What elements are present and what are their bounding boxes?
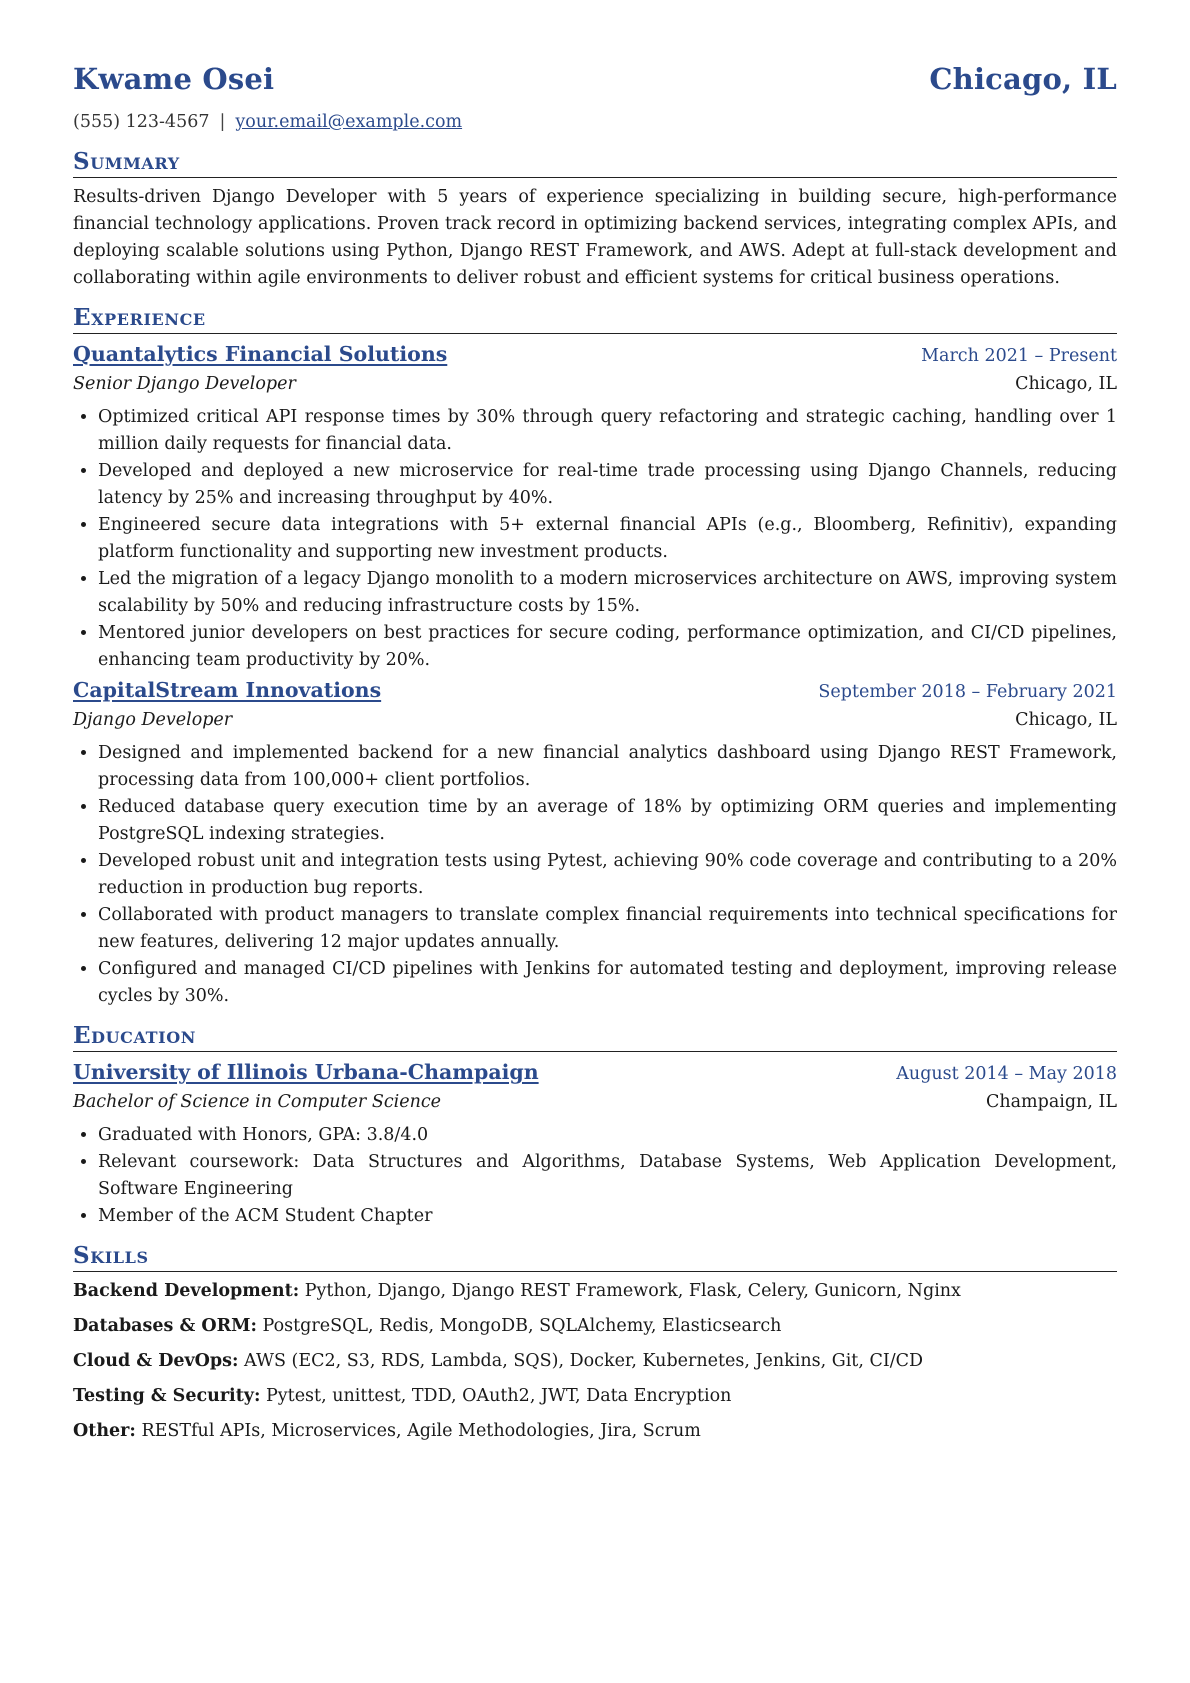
skill-row [73,1383,1117,1410]
skill-category: Databases & ORM: [73,1316,257,1336]
education-entry [73,1058,1117,1230]
resume-header [73,62,1117,102]
candidate-location: Chicago, IL [929,62,1117,96]
skill-category: Cloud & DevOps: [73,1351,239,1371]
achievement-item: • Configured and managed CI/CD pipelines with Jenkins for automated testing and deployment, improving release cycles by 30%. [98,956,1117,1010]
phone-number: (555) 123-4567 [73,112,210,132]
skill-items: Python, Django, Django REST Framework, Flask, Celery, Gunicorn, Nginx [304,1281,961,1301]
summary-section [73,148,1117,292]
achievement-item: • Developed robust unit and integration tests using Pytest, achieving 90% code coverage and contributing to a 20% reduction in production bug reports. [98,848,1117,902]
achievement-item: • Engineered secure data integrations with 5+ external financial APIs (e.g., Bloomberg, Refinitiv), expanding platform functionality and supporting new investment products. [98,512,1117,566]
skill-items: AWS (EC2, S3, RDS, Lambda, SQS), Docker, Kubernetes, Jenkins, Git, CI/CD [244,1351,924,1371]
section-title-experience: Experience [73,304,1117,334]
job-title: Senior Django Developer [73,374,296,394]
school-location: Champaign, IL [985,1092,1117,1112]
candidate-name: Kwame Osei [73,62,275,96]
skills-list [73,1278,1117,1445]
skill-row [73,1313,1117,1340]
achievement-item: • Optimized critical API response times by 30% through query refactoring and strategic caching, handling over 1 million daily requests for financial data. [98,404,1117,458]
skill-category: Other: [73,1421,136,1441]
achievement-list [73,404,1117,674]
degree-title: Bachelor of Science in Computer Science [73,1092,442,1112]
education-detail-list [73,1122,1117,1230]
job-location: Chicago, IL [1015,710,1117,730]
contact-separator: | [219,112,226,132]
job-location: Chicago, IL [1015,374,1117,394]
achievement-item: • Reduced database query execution time by an average of 18% by optimizing ORM queries and implementing PostgreSQL indexing strategies. [98,794,1117,848]
education-dates: August 2014 – May 2018 [896,1064,1117,1084]
employer-name: Quantalytics Financial Solutions [73,342,448,366]
skill-row [73,1348,1117,1375]
email-link[interactable]: your.email@example.com [235,112,463,132]
section-title-summary: Summary [73,148,1117,178]
employer-name: CapitalStream Innovations [73,678,382,702]
section-title-education: Education [73,1022,1117,1052]
achievement-list [73,740,1117,1010]
skill-items: PostgreSQL, Redis, MongoDB, SQLAlchemy, Elasticsearch [262,1316,782,1336]
education-section [73,1022,1117,1230]
skill-items: Pytest, unittest, TDD, OAuth2, JWT, Data Encryption [266,1386,732,1406]
education-detail-item: • Graduated with Honors, GPA: 3.8/4.0 [98,1122,1117,1149]
skill-items: RESTful APIs, Microservices, Agile Methodologies, Jira, Scrum [141,1421,701,1441]
school-name: University of Illinois Urbana-Champaign [73,1060,539,1084]
experience-entry [73,676,1117,1010]
achievement-item: • Led the migration of a legacy Django monolith to a modern microservices architecture on AWS, improving system scalability by 50% and reducing infrastructure costs by 15%. [98,566,1117,620]
experience-section [73,304,1117,1010]
employment-dates: March 2021 – Present [921,346,1117,366]
skill-category: Backend Development: [73,1281,300,1301]
achievement-item: • Mentored junior developers on best practices for secure coding, performance optimization, and CI/CD pipelines, enhancing team productivity by 20%. [98,620,1117,674]
contact-line [73,112,1117,136]
employment-dates: September 2018 – February 2021 [818,682,1117,702]
skill-row [73,1418,1117,1445]
job-title: Django Developer [73,710,233,730]
section-title-skills: Skills [73,1242,1117,1272]
achievement-item: • Designed and implemented backend for a new financial analytics dashboard using Django REST Framework, processing data from 100,000+ client portfolios. [98,740,1117,794]
experience-entry [73,340,1117,674]
education-detail-item: • Relevant coursework: Data Structures and Algorithms, Database Systems, Web Application Development, Software Engineering [98,1149,1117,1203]
summary-text: Results-driven Django Developer with 5 years of experience specializing in building secure, high-performance financial technology applications. Proven track record in optimizing backend services, integrating complex APIs, and deploying scalable solutions using Python, Django REST Framework, and AWS. Adept at full-stack development and collaborating within agile environments to deliver robust and efficient systems for critical business operations. [73,187,1117,288]
skill-category: Testing & Security: [73,1386,261,1406]
achievement-item: • Developed and deployed a new microservice for real-time trade processing using Django Channels, reducing latency by 25% and increasing throughput by 40%. [98,458,1117,512]
achievement-item: • Collaborated with product managers to translate complex financial requirements into technical specifications for new features, delivering 12 major updates annually. [98,902,1117,956]
skill-row [73,1278,1117,1305]
skills-section [73,1242,1117,1445]
education-detail-item: • Member of the ACM Student Chapter [98,1203,1117,1230]
